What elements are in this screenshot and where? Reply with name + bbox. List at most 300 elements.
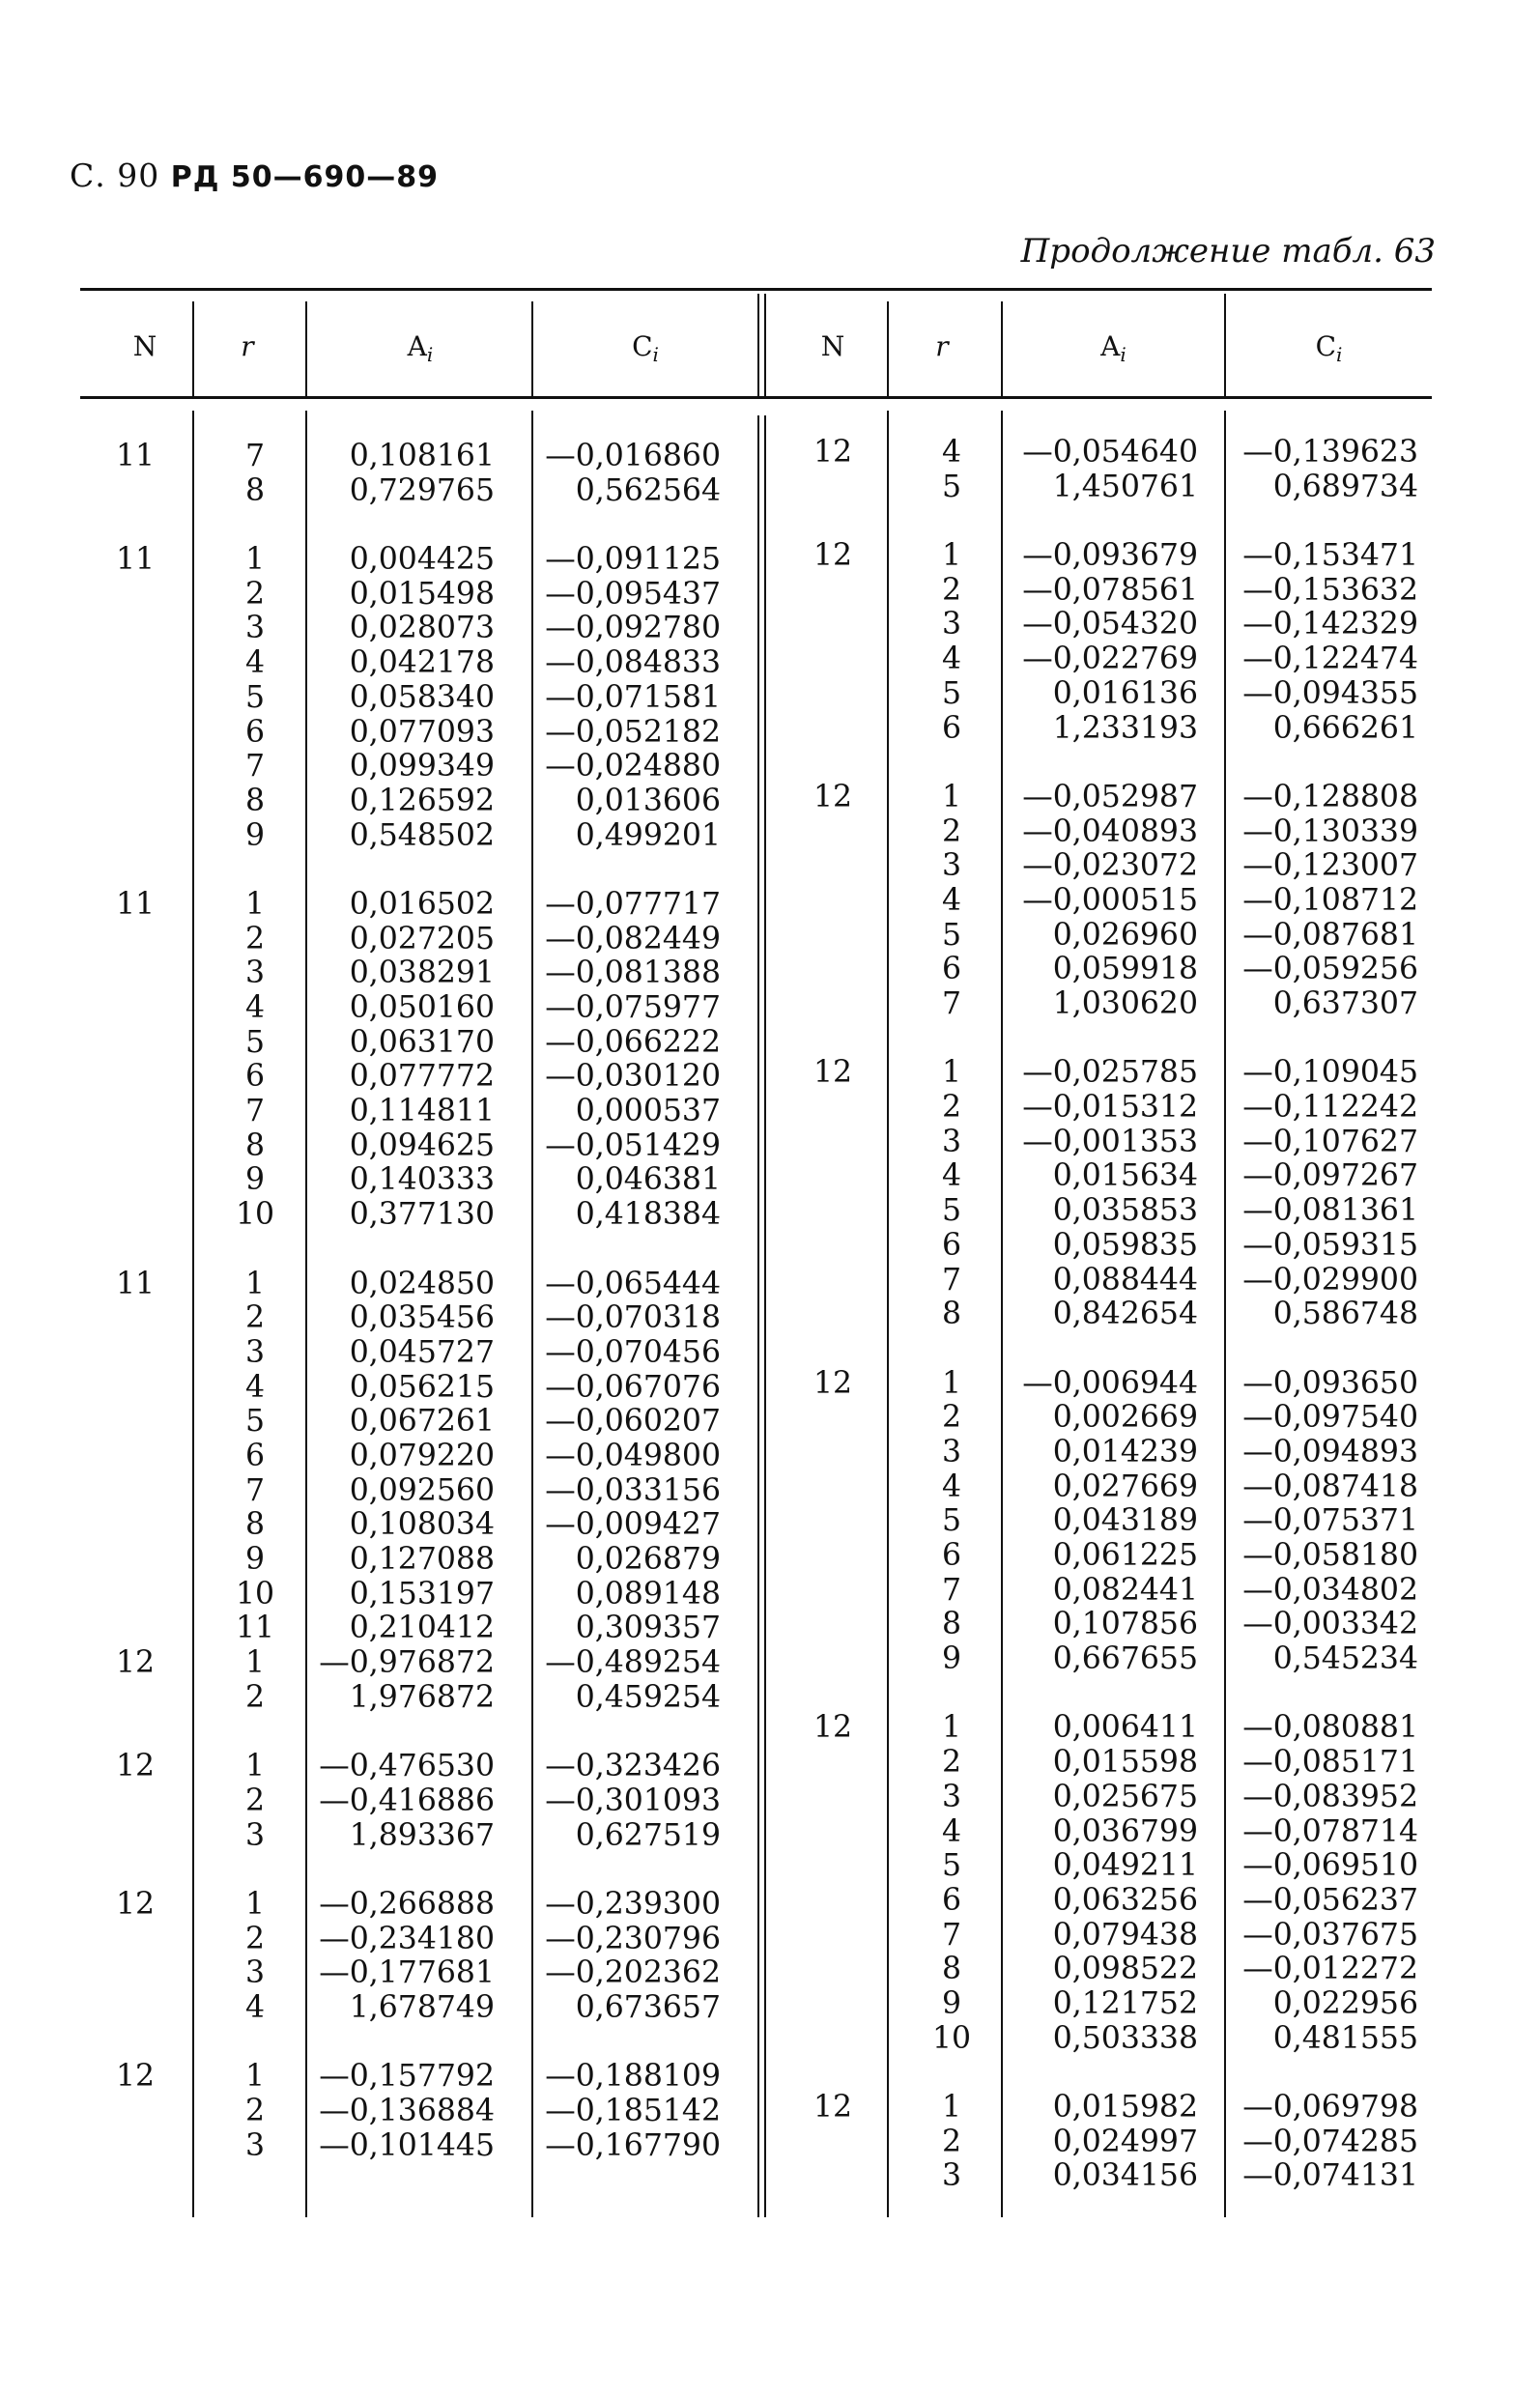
right-a-column: [995, 436, 1198, 2194]
cell-a: —0,476530: [319, 1749, 495, 1784]
cell-c: —0,153632: [1242, 572, 1418, 608]
cell-c: 0,309357: [575, 1611, 721, 1646]
cell-a: —0,025785: [1022, 1055, 1198, 1091]
cell-n: [87, 681, 184, 716]
cell-a: [292, 853, 495, 888]
cell-r: 10: [235, 1576, 275, 1612]
cell-r: [216, 853, 294, 888]
cell-r: 1: [941, 779, 962, 814]
cell-n: [87, 1784, 184, 1819]
cell-c: —0,095437: [545, 576, 721, 612]
cell-n: [87, 1095, 184, 1129]
cell-n: [87, 1060, 184, 1095]
cell-a: 0,082441: [1052, 1572, 1198, 1608]
cell-a: 0,042178: [349, 645, 495, 681]
cell-r: 6: [941, 1538, 962, 1573]
cell-a: 0,377130: [349, 1197, 495, 1233]
cell-n: [784, 1091, 881, 1126]
cell-r: 1: [244, 2059, 266, 2095]
cell-a: 0,045727: [349, 1334, 495, 1370]
cell-a: [292, 1233, 495, 1268]
cell-n: [87, 2095, 184, 2129]
cell-r: 1: [244, 886, 266, 922]
cell-a: 0,127088: [349, 1542, 495, 1577]
cell-n: 12: [813, 779, 853, 814]
header-n-left: N: [132, 330, 157, 362]
cell-c: —0,084833: [545, 645, 721, 681]
cell-c: —0,070318: [545, 1300, 721, 1336]
cell-c: 0,637307: [1272, 986, 1418, 1021]
cell-n: [784, 1919, 881, 1954]
cell-c: —0,153471: [1242, 538, 1418, 574]
cell-n: 12: [115, 1886, 156, 1922]
cell-a: —0,006944: [1022, 1365, 1198, 1401]
cell-a: [995, 1022, 1198, 1057]
cell-a: —0,416886: [319, 1783, 495, 1818]
cell-a: 0,088444: [1052, 1262, 1198, 1298]
cell-a: 0,063256: [1052, 1882, 1198, 1918]
cell-r: 5: [244, 679, 266, 715]
cell-r: 2: [941, 1400, 962, 1436]
cell-r: 3: [244, 611, 266, 646]
cell-c: —0,060207: [545, 1404, 721, 1440]
cell-c: 0,627519: [575, 1817, 721, 1853]
cell-n: [87, 819, 184, 854]
cell-c: 0,022956: [1272, 1985, 1418, 2021]
cell-c: —0,037675: [1242, 1917, 1418, 1953]
cell-r: 9: [244, 1542, 266, 1577]
cell-n: [87, 1163, 184, 1198]
cell-c: 0,666261: [1272, 710, 1418, 746]
cell-n: [784, 712, 881, 747]
cell-a: 0,025675: [1052, 1779, 1198, 1814]
cell-c: [508, 853, 721, 888]
cell-n: 12: [813, 538, 853, 574]
cell-r: 3: [941, 1124, 962, 1159]
cell-a: 0,014239: [1052, 1434, 1198, 1469]
cell-c: [508, 1853, 721, 1888]
cell-c: —0,109045: [1242, 1055, 1418, 1091]
cell-a: 0,114811: [349, 1094, 495, 1129]
cell-n: [87, 1026, 184, 1061]
header-divider: [887, 301, 889, 396]
cell-a: 0,036799: [1052, 1813, 1198, 1849]
cell-n: [87, 1233, 184, 1268]
cell-c: —0,070456: [545, 1334, 721, 1370]
cell-c: [508, 508, 721, 543]
cell-c: —0,097540: [1242, 1400, 1418, 1436]
cell-r: 7: [941, 1572, 962, 1608]
left-a-column: [292, 440, 495, 2163]
cell-a: 0,140333: [349, 1162, 495, 1198]
cell-r: [216, 1233, 294, 1268]
cell-r: 4: [244, 645, 266, 681]
cell-n: [87, 1301, 184, 1336]
cell-c: —0,130339: [1242, 813, 1418, 849]
cell-a: 0,026960: [1052, 917, 1198, 953]
cell-a: 1,893367: [349, 1817, 495, 1853]
cell-a: 0,210412: [349, 1611, 495, 1646]
cell-n: [87, 1612, 184, 1646]
cell-r: 1: [244, 1886, 266, 1922]
cell-c: —0,012272: [1242, 1952, 1418, 1987]
cell-c: [508, 1715, 721, 1750]
cell-r: 4: [941, 642, 962, 677]
cell-a: —0,052987: [1022, 779, 1198, 814]
cell-a: 0,015634: [1052, 1158, 1198, 1194]
cell-n: 12: [813, 1055, 853, 1091]
cell-r: 1: [244, 542, 266, 578]
header-r-left: r: [241, 330, 254, 362]
cell-r: 7: [244, 749, 266, 784]
header-bottom-rule: [80, 396, 1432, 399]
cell-c: —0,489254: [545, 1645, 721, 1681]
cell-a: 0,004425: [349, 542, 495, 578]
cell-r: 2: [244, 576, 266, 612]
cell-c: —0,122474: [1242, 642, 1418, 677]
cell-c: —0,075371: [1242, 1503, 1418, 1539]
body-divider: [192, 411, 194, 2217]
cell-a: 0,016502: [349, 886, 495, 922]
cell-c: —0,016860: [545, 439, 721, 473]
cell-r: 1: [244, 1266, 266, 1301]
cell-a: 0,027669: [1052, 1469, 1198, 1504]
cell-c: [508, 2026, 721, 2061]
cell-r: 7: [941, 1917, 962, 1953]
cell-a: —0,078561: [1022, 572, 1198, 608]
cell-a: 0,049211: [1052, 1848, 1198, 1884]
cell-n: 11: [115, 542, 156, 578]
cell-c: [1206, 746, 1418, 781]
cell-c: —0,094355: [1242, 675, 1418, 711]
cell-c: —0,301093: [545, 1783, 721, 1818]
cell-c: —0,009427: [545, 1507, 721, 1543]
cell-n: [784, 1126, 881, 1160]
cell-n: [784, 987, 881, 1022]
cell-r: [913, 1332, 990, 1367]
cell-r: 8: [941, 1952, 962, 1987]
left-r-column: [216, 440, 294, 2163]
cell-n: [87, 2026, 184, 2061]
cell-r: 8: [244, 1127, 266, 1163]
cell-n: [87, 1336, 184, 1371]
cell-c: [508, 1233, 721, 1268]
cell-n: [784, 849, 881, 884]
cell-n: [784, 2056, 881, 2091]
cell-a: 0,107856: [1052, 1607, 1198, 1642]
cell-c: 0,673657: [575, 1989, 721, 2025]
cell-c: —0,067076: [545, 1369, 721, 1405]
cell-a: [995, 746, 1198, 781]
cell-c: —0,069798: [1242, 2090, 1418, 2125]
cell-a: 0,027205: [349, 921, 495, 956]
cell-r: 2: [941, 1090, 962, 1126]
body-divider: [887, 411, 889, 2217]
cell-n: [784, 1539, 881, 1574]
cell-r: 1: [244, 1645, 266, 1681]
cell-a: 0,063170: [349, 1024, 495, 1060]
cell-r: 10: [235, 1197, 275, 1233]
cell-r: 2: [941, 813, 962, 849]
cell-r: 4: [941, 1813, 962, 1849]
cell-r: 6: [941, 710, 962, 746]
table-top-rule: [80, 288, 1432, 291]
cell-r: 5: [244, 1024, 266, 1060]
cell-c: —0,092780: [545, 611, 721, 646]
cell-c: [1206, 1332, 1418, 1367]
cell-c: 0,459254: [575, 1679, 721, 1715]
cell-r: 3: [941, 1779, 962, 1814]
cell-c: —0,185142: [545, 2094, 721, 2128]
cell-r: 3: [941, 2158, 962, 2194]
cell-c: —0,085171: [1242, 1745, 1418, 1781]
cell-r: 2: [244, 2094, 266, 2128]
cell-r: 4: [941, 1469, 962, 1504]
cell-r: 4: [941, 435, 962, 470]
cell-r: 2: [244, 1783, 266, 1818]
cell-a: [995, 504, 1198, 539]
cell-n: 12: [115, 1645, 156, 1681]
left-c-column: [508, 440, 721, 2163]
double-divider: [764, 294, 766, 396]
cell-a: 0,061225: [1052, 1538, 1198, 1573]
cell-a: 0,121752: [1052, 1985, 1198, 2021]
cell-a: 1,976872: [349, 1679, 495, 1715]
cell-n: 12: [813, 435, 853, 470]
cell-c: —0,139623: [1242, 435, 1418, 470]
cell-a: 0,034156: [1052, 2158, 1198, 2194]
cell-c: —0,075977: [545, 990, 721, 1025]
cell-a: 0,035456: [349, 1300, 495, 1336]
cell-a: 0,015498: [349, 576, 495, 612]
cell-r: 5: [244, 1404, 266, 1440]
cell-n: [87, 956, 184, 991]
cell-n: [87, 1853, 184, 1888]
cell-a: 0,059835: [1052, 1227, 1198, 1263]
cell-n: [87, 853, 184, 888]
cell-a: 0,006411: [1052, 1710, 1198, 1746]
cell-a: 0,002669: [1052, 1400, 1198, 1436]
cell-a: 0,015598: [1052, 1745, 1198, 1781]
cell-a: —0,234180: [319, 1921, 495, 1956]
cell-r: 3: [244, 1817, 266, 1853]
cell-n: [87, 1129, 184, 1164]
cell-r: 1: [941, 1365, 962, 1401]
cell-c: —0,024880: [545, 749, 721, 784]
cell-a: —0,054320: [1022, 607, 1198, 642]
cell-n: 12: [115, 1749, 156, 1784]
cell-a: [995, 2056, 1198, 2091]
header-c-left: $C_i$: [632, 330, 659, 366]
cell-c: 0,689734: [1272, 469, 1418, 504]
cell-n: 11: [115, 439, 156, 473]
cell-n: [87, 1440, 184, 1474]
cell-r: 1: [941, 538, 962, 574]
cell-c: —0,087418: [1242, 1469, 1418, 1504]
cell-c: —0,030120: [545, 1059, 721, 1095]
cell-n: [784, 746, 881, 781]
cell-a: 0,108034: [349, 1507, 495, 1543]
cell-n: 12: [115, 2059, 156, 2095]
cell-r: 5: [941, 917, 962, 953]
cell-a: —0,101445: [319, 2127, 495, 2163]
cell-a: 0,126592: [349, 783, 495, 818]
cell-c: —0,142329: [1242, 607, 1418, 642]
cell-a: —0,157792: [319, 2059, 495, 2095]
cell-n: [784, 1470, 881, 1505]
cell-a: 0,059918: [1052, 952, 1198, 987]
cell-r: 4: [941, 882, 962, 918]
cell-c: —0,034802: [1242, 1572, 1418, 1608]
cell-c: [1206, 1022, 1418, 1057]
cell-n: [784, 1849, 881, 1884]
cell-n: [784, 1677, 881, 1712]
cell-r: 7: [244, 1094, 266, 1129]
header-a-right: $A_i$: [1100, 330, 1126, 366]
cell-n: [784, 1436, 881, 1470]
cell-r: 4: [244, 1369, 266, 1405]
cell-r: 2: [941, 572, 962, 608]
cell-a: 0,077093: [349, 714, 495, 750]
cell-a: —0,015312: [1022, 1090, 1198, 1126]
table-continuation-title: Продолжение табл. 63: [1020, 232, 1436, 271]
cell-c: —0,323426: [545, 1749, 721, 1784]
cell-r: 3: [244, 1955, 266, 1991]
cell-c: —0,112242: [1242, 1090, 1418, 1126]
cell-r: 10: [931, 2020, 972, 2056]
cell-r: 8: [244, 472, 266, 508]
cell-a: 0,016136: [1052, 675, 1198, 711]
cell-a: —0,000515: [1022, 882, 1198, 918]
cell-r: 5: [941, 1503, 962, 1539]
cell-a: 0,153197: [349, 1576, 495, 1612]
cell-r: 7: [244, 439, 266, 473]
cell-n: [784, 1332, 881, 1367]
cell-n: [784, 2125, 881, 2160]
cell-a: 1,030620: [1052, 986, 1198, 1021]
cell-r: 6: [941, 1882, 962, 1918]
cell-c: —0,230796: [545, 1921, 721, 1956]
cell-c: —0,239300: [545, 1886, 721, 1922]
cell-n: [784, 1574, 881, 1609]
cell-c: —0,107627: [1242, 1124, 1418, 1159]
cell-n: [784, 1298, 881, 1332]
cell-c: 0,046381: [575, 1162, 721, 1198]
cell-n: [784, 504, 881, 539]
cell-c: —0,202362: [545, 1955, 721, 1991]
cell-a: [995, 1332, 1198, 1367]
cell-a: 0,035853: [1052, 1193, 1198, 1229]
cell-r: 5: [941, 1848, 962, 1884]
cell-a: [292, 1853, 495, 1888]
cell-r: 8: [941, 1297, 962, 1332]
cell-r: 9: [244, 817, 266, 853]
cell-c: 0,089148: [575, 1576, 721, 1612]
cell-r: 7: [941, 1262, 962, 1298]
cell-r: 4: [941, 1158, 962, 1194]
cell-r: 3: [244, 956, 266, 991]
cell-r: 5: [941, 1193, 962, 1229]
cell-n: 12: [813, 2090, 853, 2125]
cell-c: —0,167790: [545, 2127, 721, 2163]
cell-r: 9: [244, 1162, 266, 1198]
cell-a: 1,678749: [349, 1989, 495, 2025]
cell-a: 0,079438: [1052, 1917, 1198, 1953]
cell-n: [87, 1819, 184, 1854]
cell-c: [1206, 2056, 1418, 2091]
cell-n: [784, 1746, 881, 1781]
cell-a: 0,092560: [349, 1472, 495, 1508]
cell-r: 9: [941, 1985, 962, 2021]
cell-n: [87, 716, 184, 751]
cell-a: 0,503338: [1052, 2020, 1198, 2056]
cell-r: 5: [941, 675, 962, 711]
cell-c: —0,059315: [1242, 1227, 1418, 1263]
cell-n: [784, 1953, 881, 1987]
cell-c: —0,058180: [1242, 1538, 1418, 1573]
cell-n: [87, 1715, 184, 1750]
cell-r: [913, 2056, 990, 2091]
cell-a: —0,093679: [1022, 538, 1198, 574]
cell-n: [784, 1884, 881, 1919]
header-r-right: r: [935, 330, 949, 362]
cell-n: [784, 471, 881, 505]
cell-c: —0,108712: [1242, 882, 1418, 918]
left-n-column: [87, 440, 184, 2163]
cell-r: 6: [244, 714, 266, 750]
cell-c: —0,033156: [545, 1472, 721, 1508]
cell-n: [87, 1578, 184, 1612]
cell-r: [913, 1677, 990, 1712]
cell-r: 5: [941, 469, 962, 504]
cell-n: [784, 1781, 881, 1815]
cell-a: 0,038291: [349, 956, 495, 991]
cell-n: [784, 2022, 881, 2057]
cell-n: [784, 677, 881, 712]
cell-a: 0,015982: [1052, 2090, 1198, 2125]
cell-n: [87, 1681, 184, 1716]
cell-r: 3: [941, 607, 962, 642]
cell-a: —0,976872: [319, 1645, 495, 1681]
cell-a: 0,067261: [349, 1404, 495, 1440]
cell-n: 11: [115, 886, 156, 922]
cell-c: —0,066222: [545, 1024, 721, 1060]
double-divider: [757, 415, 759, 2217]
double-divider: [764, 415, 766, 2217]
cell-r: [216, 1715, 294, 1750]
cell-c: —0,049800: [545, 1438, 721, 1473]
cell-a: 0,050160: [349, 990, 495, 1025]
cell-r: 4: [244, 990, 266, 1025]
header-n-right: N: [820, 330, 845, 362]
cell-n: [784, 953, 881, 987]
cell-n: [784, 1229, 881, 1264]
cell-n: [87, 612, 184, 646]
cell-c: —0,029900: [1242, 1262, 1418, 1298]
cell-n: [87, 2129, 184, 2164]
cell-a: —0,022769: [1022, 642, 1198, 677]
cell-n: [87, 508, 184, 543]
cell-n: [87, 1198, 184, 1233]
cell-n: 11: [115, 1266, 156, 1301]
cell-n: [784, 574, 881, 609]
cell-r: [216, 2026, 294, 2061]
cell-n: [784, 1504, 881, 1539]
cell-n: [87, 1371, 184, 1406]
cell-a: 0,024850: [349, 1266, 495, 1301]
cell-c: 0,481555: [1272, 2020, 1418, 2056]
cell-c: [1206, 1677, 1418, 1712]
